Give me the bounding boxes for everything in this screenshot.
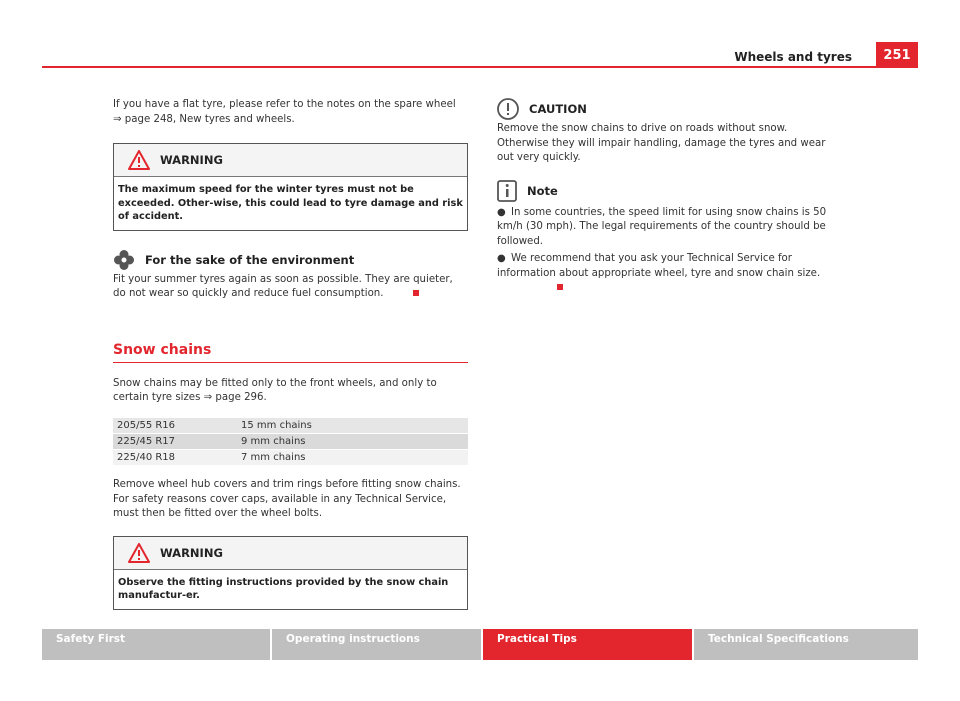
footer-tab-operating-instructions[interactable]: Operating instructions bbox=[272, 629, 483, 660]
note-bullet-text: In some countries, the speed limit for using snow chains is 50 km/h (30 mph). The legal requirements of the country should be followed. bbox=[497, 206, 827, 247]
section-title-snow-chains: Snow chains bbox=[113, 342, 468, 363]
table-row bbox=[113, 434, 468, 450]
table-row bbox=[113, 450, 468, 466]
section-end-marker bbox=[557, 284, 563, 290]
warning-box bbox=[113, 536, 468, 610]
tyre-size-cell: 205/55 R16 bbox=[113, 418, 237, 434]
chains-intro-text: Snow chains may be fitted only to the front wheels, and only to certain tyre sizes ⇒ page 296. bbox=[113, 377, 437, 403]
warning-label: WARNING bbox=[160, 545, 223, 560]
bullet-dot: ● bbox=[497, 253, 506, 264]
warning-header bbox=[114, 537, 467, 570]
note-bullet-text: We recommend that you ask your Technical Service for information about appropriate wheel, tyre and snow chain size. bbox=[497, 253, 821, 279]
note-bullet bbox=[497, 252, 842, 296]
intro-line: If you have a flat tyre, please refer to the notes on the spare wheel bbox=[113, 99, 456, 110]
environment-text bbox=[113, 273, 468, 302]
left-column bbox=[113, 98, 468, 610]
warning-triangle-icon bbox=[128, 543, 150, 563]
note-header bbox=[497, 180, 842, 202]
note-label: Note bbox=[527, 183, 558, 198]
bullet-dot: ● bbox=[497, 206, 506, 218]
caution-header bbox=[497, 98, 842, 120]
environment-flower-icon bbox=[113, 249, 135, 271]
header-rule bbox=[42, 66, 876, 68]
warning-text: The maximum speed for the winter tyres must not be exceeded. Other-wise, this could lead to tyre damage and risk of accident. bbox=[118, 184, 463, 222]
snow-chains-table bbox=[113, 418, 468, 467]
environment-label: For the sake of the environment bbox=[145, 252, 355, 267]
environment-header bbox=[113, 249, 468, 271]
environment-text-content: Fit your summer tyres again as soon as possible. They are quieter, do not wear so quickly and reduce fuel consumption. bbox=[113, 273, 453, 299]
footer-tab-technical-specifications[interactable]: Technical Specifications bbox=[694, 629, 918, 660]
caution-exclamation-icon bbox=[497, 98, 519, 120]
tyre-size-cell: 225/45 R17 bbox=[113, 434, 237, 450]
warning-box bbox=[113, 143, 468, 231]
page-number: 251 bbox=[876, 42, 918, 68]
note-bullet bbox=[497, 206, 842, 250]
note-info-icon bbox=[497, 180, 517, 202]
intro-text bbox=[113, 98, 468, 127]
chain-size-cell: 9 mm chains bbox=[237, 434, 468, 450]
warning-label: WARNING bbox=[160, 153, 223, 167]
hub-covers-text: Remove wheel hub covers and trim rings before fitting snow chains. For safety reasons cover caps, available in any Technical Service, must then be fitted over the wheel bolts. bbox=[113, 479, 461, 519]
caution-label: CAUTION bbox=[529, 102, 587, 116]
right-column bbox=[497, 98, 842, 296]
warning-header bbox=[114, 144, 467, 177]
table-row bbox=[113, 418, 468, 434]
footer-nav bbox=[42, 629, 918, 660]
section-end-marker bbox=[413, 290, 419, 296]
warning-text: Observe the fitting instructions provided by the snow chain manufactur-er. bbox=[118, 576, 449, 601]
footer-tab-safety-first[interactable]: Safety First bbox=[42, 629, 272, 660]
tyre-size-cell: 225/40 R18 bbox=[113, 450, 237, 466]
warning-triangle-icon bbox=[128, 150, 150, 170]
page-title: Wheels and tyres bbox=[734, 50, 852, 64]
footer-tab-practical-tips[interactable]: Practical Tips bbox=[483, 629, 694, 660]
caution-text: Remove the snow chains to drive on roads without snow. Otherwise they will impair handling, damage the tyres and wear out very quickly. bbox=[497, 123, 826, 163]
intro-page-link[interactable]: ⇒ page 248, New tyres and wheels. bbox=[113, 113, 295, 125]
chain-size-cell: 15 mm chains bbox=[237, 418, 468, 434]
chain-size-cell: 7 mm chains bbox=[237, 450, 468, 466]
